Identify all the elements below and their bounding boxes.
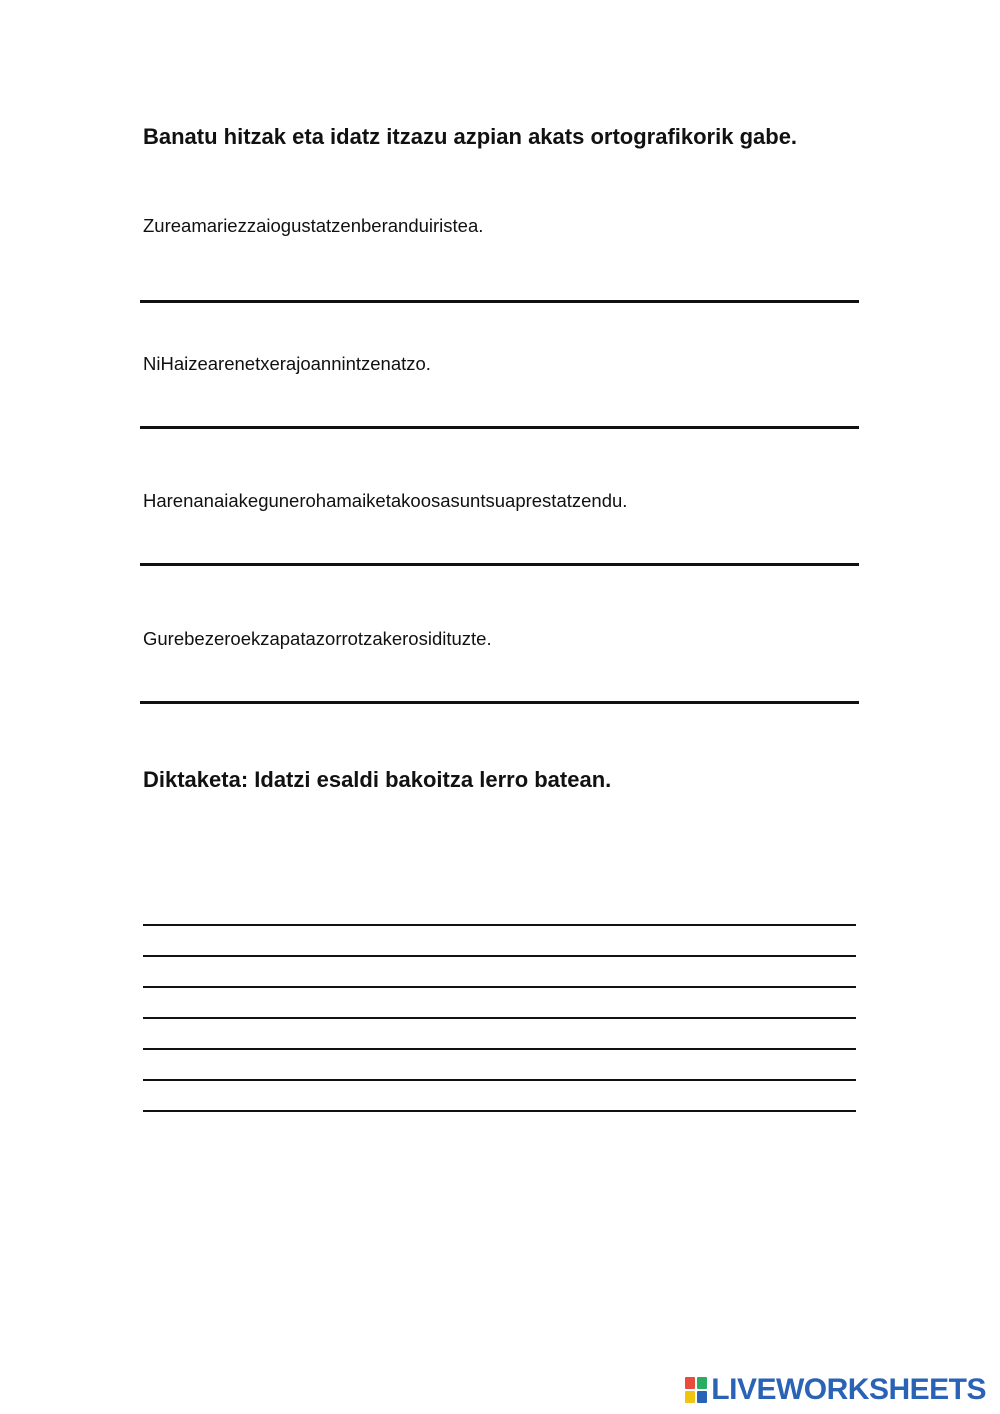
answer-line[interactable] xyxy=(140,563,859,566)
dictation-line[interactable] xyxy=(143,1017,856,1019)
answer-line[interactable] xyxy=(140,426,859,429)
dictation-line[interactable] xyxy=(143,1048,856,1050)
exercise-1-instruction: Banatu hitzak eta idatz itzazu azpian akats ortografikorik gabe. xyxy=(143,124,798,149)
dictation-line[interactable] xyxy=(143,955,856,957)
dictation-line[interactable] xyxy=(143,1110,856,1112)
liveworksheets-logo-icon xyxy=(685,1377,707,1403)
exercise-1-sentence: NiHaizearenetxerajoannintzenatzo. xyxy=(143,353,431,374)
dictation-line[interactable] xyxy=(143,924,856,926)
exercise-1-sentence: Harenanaiakegunerohamaiketakoosasuntsuaprestatzendu. xyxy=(143,490,628,511)
exercise-1-sentence: Zureamariezzaiogustatzenberanduiristea. xyxy=(143,215,484,236)
answer-line[interactable] xyxy=(140,701,859,704)
exercise-2-instruction: Diktaketa: Idatzi esaldi bakoitza lerro batean. xyxy=(143,767,612,792)
logo-text: LIVEWORKSHEETS xyxy=(711,1373,986,1406)
liveworksheets-logo xyxy=(685,1374,986,1406)
dictation-line[interactable] xyxy=(143,1079,856,1081)
exercise-1-sentence: Gurebezeroekzapatazorrotzakerosidituzte. xyxy=(143,628,492,649)
dictation-line[interactable] xyxy=(143,986,856,988)
answer-line[interactable] xyxy=(140,300,859,303)
